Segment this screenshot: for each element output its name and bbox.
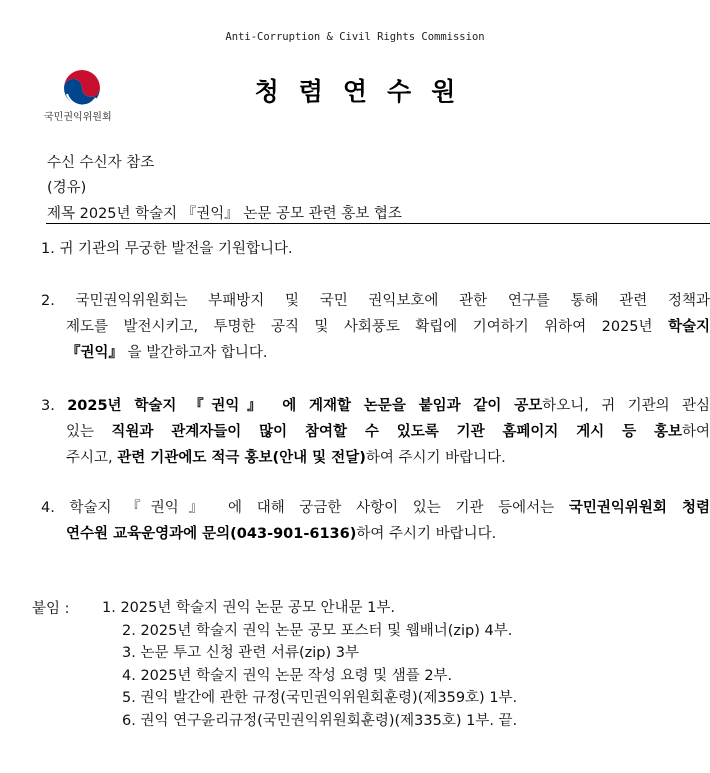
paragraph-2 [41, 288, 710, 366]
paragraph-3-number: 3. [41, 398, 68, 414]
paragraph-3-line-3-text: 주시고, [66, 450, 118, 466]
paragraph-2-line-3 [41, 340, 710, 366]
paragraph-4 [41, 495, 710, 547]
attachments-list [102, 597, 517, 732]
paragraph-2-line-1: 2. 국민권익위원회는 부패방지 및 국민 권익보호에 관한 연구를 통해 관련 정책과 [41, 293, 710, 309]
paragraph-4-line-2-bold: 연수원 교육운영과에 문의(043-901-6136) [66, 526, 357, 542]
paragraph-3-line-2 [41, 419, 710, 445]
paragraph-2-line-2 [41, 314, 710, 340]
recipient-line: 수신 수신자 참조 [47, 155, 155, 171]
paragraph-2-line-2-text: 제도를 발전시키고, 투명한 공직 및 사회풍토 확립에 기여하기 위하여 2025년 [66, 319, 668, 335]
paragraph-3-line-3 [41, 445, 710, 471]
paragraph-2-line-3-text: 을 발간하고자 합니다. [123, 345, 268, 361]
paragraph-4-line-2-text: 하여 주시기 바랍니다. [356, 526, 497, 542]
paragraph-3-line-2-bold: 직원과 관계자들이 많이 참여할 수 있도록 기관 홈페이지 게시 등 홍보 [111, 424, 682, 440]
attachment-item: 6. 권익 연구윤리규정(국민권익위원회훈령)(제335호) 1부. 끝. [122, 712, 518, 729]
paragraph-3-line-3-bold: 관련 기관에도 적극 홍보(안내 및 전달) [117, 450, 366, 466]
logo-label: 국민권익위원회 [44, 112, 112, 123]
paragraph-1 [41, 236, 710, 262]
attachment-item: 3. 논문 투고 신청 관련 서류(zip) 3부 [122, 645, 359, 661]
paragraph-3-line-1-text: 하오니, 귀 기관의 관심 [542, 398, 710, 414]
attachment-item: 5. 권익 발간에 관한 규정(국민권익위원회훈령)(제359호) 1부. [122, 690, 518, 706]
attachment-item: 4. 2025년 학술지 권익 논문 작성 요령 및 샘플 2부. [122, 667, 453, 684]
paragraph-3-line-3-tail: 하여 주시기 바랍니다. [365, 450, 506, 466]
paragraph-4-line-1 [41, 495, 710, 521]
paragraph-4-line-1-bold: 국민권익위원회 청렴 [568, 500, 710, 516]
paragraph-2-line-2-bold: 학술지 [667, 319, 710, 335]
attachment-item: 2. 2025년 학술지 권익 논문 공모 포스터 및 웹배너(zip) 4부. [122, 622, 513, 639]
attachments-label: 붙임 : [32, 601, 70, 617]
page-title: 청렴연수원 [254, 77, 476, 106]
paragraph-3-line-1-bold: 2025년 학술지 『권익』 에 게재할 논문을 붙임과 같이 공모 [67, 398, 543, 414]
via-line: (경유) [47, 180, 87, 196]
paragraph-3 [41, 393, 710, 471]
paragraph-4-line-2 [41, 521, 710, 547]
paragraph-3-line-1 [41, 393, 710, 419]
organization-english-name: Anti-Corruption & Civil Rights Commission [225, 31, 485, 43]
paragraph-2-line-3-bold: 『권익』 [66, 345, 124, 361]
header-divider [46, 223, 710, 224]
paragraph-3-line-2-text: 있는 [66, 424, 112, 440]
taegeuk-logo-icon [58, 64, 106, 112]
subject-line: 제목 2025년 학술지 『권익』 논문 공모 관련 홍보 협조 [47, 206, 402, 222]
paragraph-4-line-1-text: 4. 학술지 『권익』 에 대해 궁금한 사항이 있는 기관 등에서는 [41, 500, 569, 516]
attachment-item: 1. 2025년 학술지 권익 논문 공모 안내문 1부. [102, 600, 395, 616]
paragraph-3-line-2-tail: 하여 [681, 424, 710, 440]
paragraph-1-text: 1. 귀 기관의 무궁한 발전을 기원합니다. [41, 241, 293, 257]
